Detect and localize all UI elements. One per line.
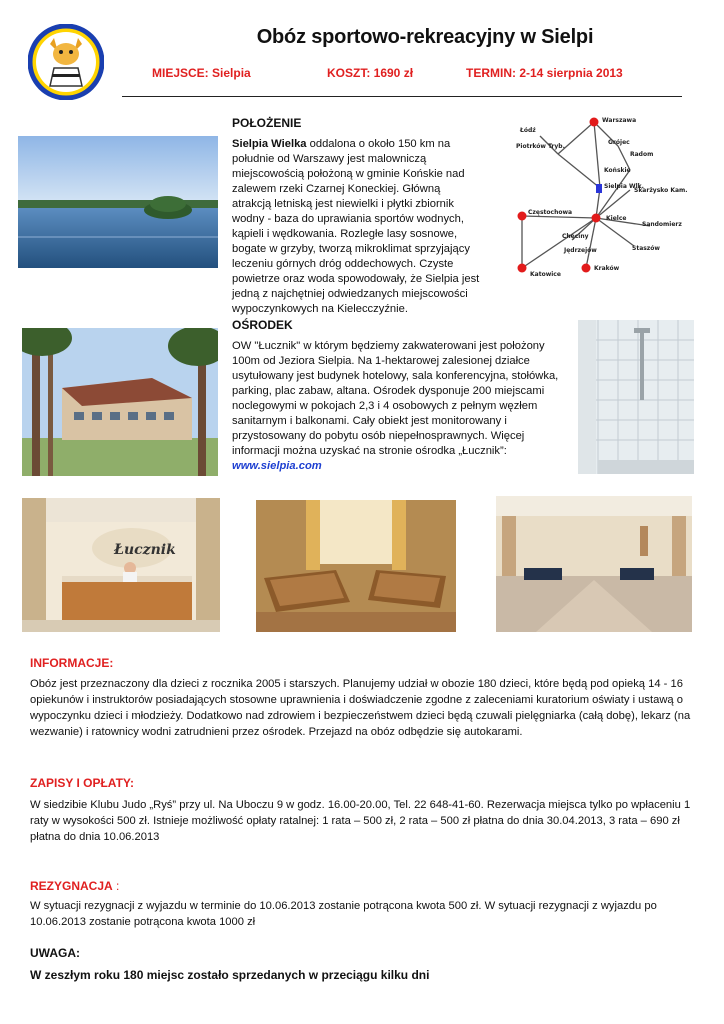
reception-photo [22, 498, 220, 632]
info-heading: INFORMACJE: [30, 656, 114, 670]
cancellation-heading: REZYGNACJA [30, 879, 113, 893]
map-label: Łódź [520, 127, 536, 134]
location-heading: POŁOŻENIE [232, 116, 302, 130]
map-label: Kielce [606, 215, 627, 222]
cancellation-heading-wrap [30, 877, 119, 895]
map-label: Końskie [604, 167, 631, 174]
bathroom-photo [578, 320, 694, 474]
registration-heading: ZAPISY I OPŁATY: [30, 776, 135, 790]
cost-label: KOSZT: 1690 zł [327, 66, 414, 80]
bedroom-photo [256, 500, 456, 632]
page-title: Obóz sportowo-rekreacyjny w Sielpi [256, 26, 594, 48]
map-label: Radom [630, 151, 654, 158]
lake-photo [18, 136, 218, 268]
header-divider [122, 96, 682, 97]
location-label: MIEJSCE: Sielpia [152, 66, 251, 80]
info-text: Obóz jest przeznaczony dla dzieci z rocznika 2005 i starszych. Planujemy udział w obozie 180 dzieci, które będą pod opieką 14 - 16 opiekunów i instruktorów posiadających stosowne uprawnienia i doświadczenie zgodne z zaleceniami kuratorium oświaty i ustawą o wypoczynku dzieci i młodzieży. Dodatkowo nad zdrowiem i bezpieczeństwem dzieci będą czuwali pielęgniarka (całą dobę), lekarz (na wezwanie) i ratownicy wodni zatrudnieni przez ośrodek. Przejazd na obóz odbędzie się autokarami. [30, 678, 691, 738]
route-map [510, 108, 688, 280]
map-label: Częstochowa [528, 209, 573, 216]
map-label: Warszawa [602, 117, 637, 124]
map-label: Chęciny [562, 233, 589, 240]
resort-body: OW "Łucznik" w którym będziemy zakwaterowani jest położony 100m od Jeziora Sielpia. Na 1-hektarowej zalesionej działce usytułowany jest budynek hotelowy, sala konferencyjna, stołówka, parking, plac zabaw, altana. Ośrodek dysponuje 200 miejscami noclegowymi w pokojach 2,3 i 4 osobowych z pełnym węzłem sanitarnym i balkonami. Cały obiekt jest monitorowany i przystosowany do pobytu osób niepełnosprawnych. Więcej informacji można uzyskać na stronie ośrodka „Łucznik”: [232, 340, 559, 457]
resort-exterior-photo [22, 328, 218, 476]
note-text: W zeszłym roku 180 miejsc zostało sprzedanych w przeciągu kilku dni [30, 968, 430, 982]
map-label: Grójec [608, 139, 630, 146]
location-lead: Sielpia Wielka [232, 138, 307, 150]
location-text [232, 137, 482, 317]
map-label: Katowice [530, 271, 561, 278]
location-body: oddalona o około 150 km na południe od Warszawy jest malowniczą miejscowością położoną w gminie Końskie nad zalewem rzeki Czarnej Koneckiej. Główną atrakcją letniską jest niewielki i płytki zbiornik wodny - baza do uprawiania sportów wodnych, kąpieli i wędkowania. Rozległe lasy sosnowe, bogate w grzyby, tworzą mikroklimat sprzyjający leczeniu górnych dróg oddechowych. Czyste powietrze oraz woda spowodowały, że Sielpia jest jedną z najchętniej odwiedzanych miejscowości wypoczynkowych na Kielecczyźnie. [232, 138, 480, 315]
resort-heading: OŚRODEK [232, 318, 293, 332]
club-logo [28, 24, 104, 100]
map-label: Sielpia Wlk. [604, 183, 644, 190]
cancellation-text: W sytuacji rezygnacji z wyjazdu w terminie do 10.06.2013 zostanie potrącona kwota 500 zł. W sytuacji rezygnacji z wyjazdu po 10.06.2013 zostanie potrącona kwota 1000 zł [30, 900, 657, 928]
resort-text [232, 339, 574, 474]
lobby-photo [496, 496, 692, 632]
note-heading: UWAGA: [30, 946, 80, 960]
resort-website-link[interactable]: www.sielpia.com [232, 460, 322, 472]
map-label: Skarżysko Kam. [634, 187, 688, 194]
map-label: Piotrków Tryb. [516, 143, 565, 150]
reception-sign: Łucznik [114, 542, 176, 558]
cancellation-colon: : [112, 879, 120, 893]
map-label: Jędrzejów [564, 247, 597, 254]
map-label: Staszów [632, 245, 660, 252]
map-label: Sandomierz [642, 221, 682, 228]
map-label: Kraków [594, 265, 620, 272]
term-label: TERMIN: 2-14 sierpnia 2013 [466, 66, 623, 80]
registration-text: W siedzibie Klubu Judo „Ryś” przy ul. Na Uboczu 9 w godz. 16.00-20.00, Tel. 22 648-41-60. Rezerwacja miejsca tylko po wpłaceniu 1 raty w wysokości 500 zł. Istnieje możliwość opłaty ratalnej: 1 rata – 500 zł, 2 rata – 500 zł płatna do dnia 30.04.2013, 3 rata – 690 zł płatna do dnia 10.06.2013 [30, 799, 691, 843]
